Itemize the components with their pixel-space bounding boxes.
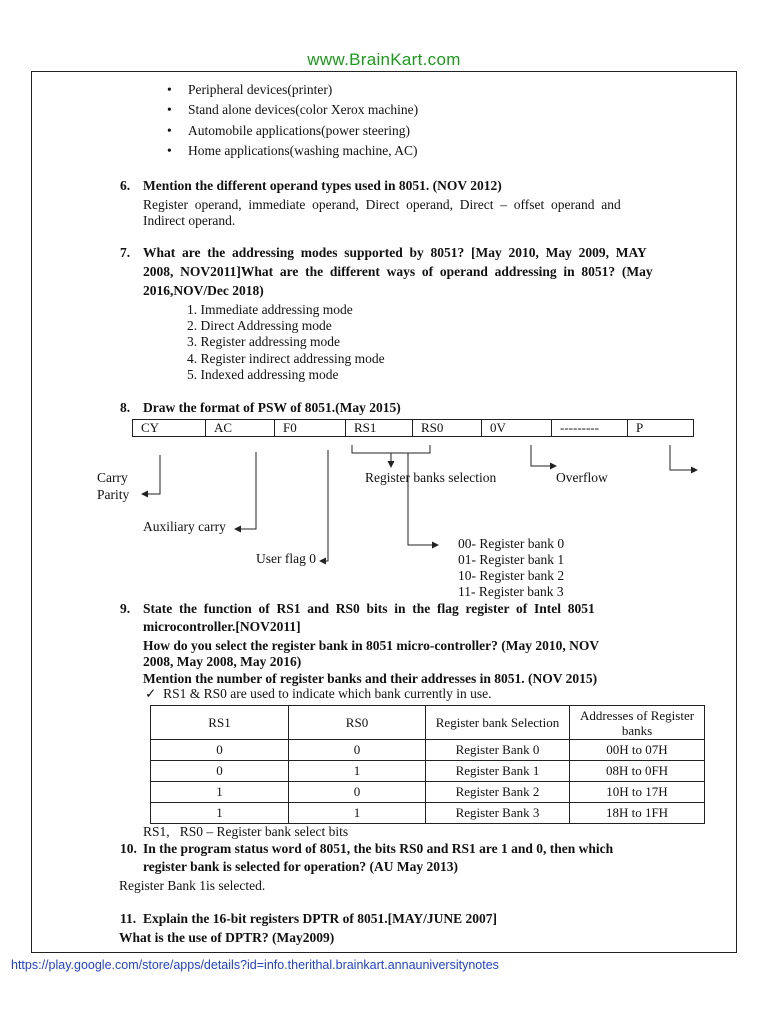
label-aux-carry: Auxiliary carry xyxy=(143,519,226,534)
psw-bit-rs0: RS0 xyxy=(413,420,482,436)
psw-bit-ov: 0V xyxy=(482,420,552,436)
table-cell: Register Bank 1 xyxy=(426,761,570,782)
question-7-line2: 2008, NOV2011]What are the different ways of operand addressing in 8051? (May xyxy=(143,264,653,279)
question-10-line2: register bank is selected for operation? (AU May 2013) xyxy=(143,859,458,874)
list-item: • Stand alone devices(color Xerox machine) xyxy=(167,102,419,117)
list-item: 1. Immediate addressing mode xyxy=(187,302,353,317)
question-7 xyxy=(120,245,647,261)
check-text: RS1 & RS0 are used to indicate which bank currently in use. xyxy=(163,686,492,701)
table-cell: 0 xyxy=(289,782,426,803)
table-cell: 18H to 1FH xyxy=(570,803,705,824)
list-item: • Automobile applications(power steering) xyxy=(167,123,410,138)
question-9-line5: Mention the number of register banks and their addresses in 8051. (NOV 2015) xyxy=(143,671,598,686)
list-item: 2. Direct Addressing mode xyxy=(187,318,332,333)
question-number: 6. xyxy=(120,178,131,193)
question-text: Explain the 16-bit registers DPTR of 8051.[MAY/JUNE 2007] xyxy=(143,911,497,926)
answer-10: Register Bank 1is selected. xyxy=(119,878,266,893)
table-cell: Register Bank 2 xyxy=(426,782,570,803)
question-10 xyxy=(120,841,614,857)
label-overflow: Overflow xyxy=(556,470,608,485)
list-item-text: Home applications(washing machine, AC) xyxy=(188,143,418,158)
question-number: 11. xyxy=(120,911,137,926)
list-item: 3. Register addressing mode xyxy=(187,334,340,349)
list-item: 01- Register bank 1 xyxy=(458,552,565,567)
question-text: Mention the different operand types used in 8051. (NOV 2012) xyxy=(143,178,502,193)
question-6 xyxy=(120,178,502,194)
question-11 xyxy=(120,911,497,927)
psw-bit-unused: --------- xyxy=(552,420,628,436)
psw-register xyxy=(132,419,694,437)
table-cell: 1 xyxy=(151,782,289,803)
table-row xyxy=(151,761,705,782)
psw-bit-p: P xyxy=(636,420,644,435)
table-row xyxy=(151,740,705,761)
list-item: • Peripheral devices(printer) xyxy=(167,82,333,97)
list-item-text: Peripheral devices(printer) xyxy=(188,82,333,97)
column-header: RS0 xyxy=(289,706,426,740)
list-item-text: Automobile applications(power steering) xyxy=(188,123,410,138)
list-item: 5. Indexed addressing mode xyxy=(187,367,339,382)
label-register-banks-selection: Register banks selection xyxy=(365,470,497,485)
psw-bit-ac: AC xyxy=(206,420,275,436)
table-header-row xyxy=(151,706,705,740)
question-text: What are the addressing modes supported by 8051? [May 2010, May 2009, MAY xyxy=(143,245,647,260)
site-header[interactable]: www.BrainKart.com xyxy=(307,50,461,69)
list-item: • Home applications(washing machine, AC) xyxy=(167,143,418,158)
question-number: 10. xyxy=(120,841,137,856)
question-number: 9. xyxy=(120,601,131,616)
label-carry: Carry xyxy=(97,470,128,485)
table-row xyxy=(151,782,705,803)
table-cell: 00H to 07H xyxy=(570,740,705,761)
table-cell: Register Bank 3 xyxy=(426,803,570,824)
question-text: Draw the format of PSW of 8051.(May 2015) xyxy=(143,400,401,415)
question-number: 7. xyxy=(120,245,131,260)
question-8 xyxy=(120,400,401,416)
question-11-line2: What is the use of DPTR? (May2009) xyxy=(119,930,335,945)
table-cell: 10H to 17H xyxy=(570,782,705,803)
label-user-flag: User flag 0 xyxy=(256,551,316,566)
table-cell: 0 xyxy=(289,740,426,761)
check-icon: ✓ xyxy=(145,686,157,701)
question-7-line3: 2016,NOV/Dec 2018) xyxy=(143,283,264,298)
table-cell: 08H to 0FH xyxy=(570,761,705,782)
table-cell: Register Bank 0 xyxy=(426,740,570,761)
answer-6-line1: Register operand, immediate operand, Direct operand, Direct – offset operand and xyxy=(143,197,621,212)
register-bank-table xyxy=(150,705,705,824)
psw-bit-rs1: RS1 xyxy=(346,420,413,436)
question-text: State the function of RS1 and RS0 bits in the flag register of Intel 8051 xyxy=(143,601,595,616)
column-header: Register bank Selection xyxy=(426,706,570,740)
question-9 xyxy=(120,601,595,617)
question-9-line2: microcontroller.[NOV2011] xyxy=(143,619,301,634)
list-item: 4. Register indirect addressing mode xyxy=(187,351,385,366)
table-note: RS1, RS0 – Register bank select bits xyxy=(143,824,349,839)
table-cell: 1 xyxy=(289,803,426,824)
list-item: 11- Register bank 3 xyxy=(458,584,564,599)
column-header: Addresses of Register banks xyxy=(570,706,705,740)
list-item: 00- Register bank 0 xyxy=(458,536,565,551)
footer-link[interactable]: https://play.google.com/store/apps/details?id=info.therithal.brainkart.annauniversitynotes xyxy=(11,958,499,972)
question-9-line4: 2008, May 2008, May 2016) xyxy=(143,654,302,669)
table-cell: 1 xyxy=(289,761,426,782)
table-cell: 1 xyxy=(151,803,289,824)
check-item xyxy=(145,686,492,702)
question-9-line3: How do you select the register bank in 8051 micro-controller? (May 2010, NOV xyxy=(143,638,600,653)
question-number: 8. xyxy=(120,400,131,415)
psw-bit-cy: CY xyxy=(133,420,206,436)
table-row xyxy=(151,803,705,824)
list-item: 10- Register bank 2 xyxy=(458,568,565,583)
answer-6-line2: Indirect operand. xyxy=(143,213,236,228)
table-cell: 0 xyxy=(151,761,289,782)
table-cell: 0 xyxy=(151,740,289,761)
list-item-text: Stand alone devices(color Xerox machine) xyxy=(188,102,419,117)
question-text: In the program status word of 8051, the bits RS0 and RS1 are 1 and 0, then which xyxy=(143,841,614,856)
label-parity: Parity xyxy=(97,487,130,502)
column-header: RS1 xyxy=(151,706,289,740)
psw-bit-f0: F0 xyxy=(275,420,346,436)
